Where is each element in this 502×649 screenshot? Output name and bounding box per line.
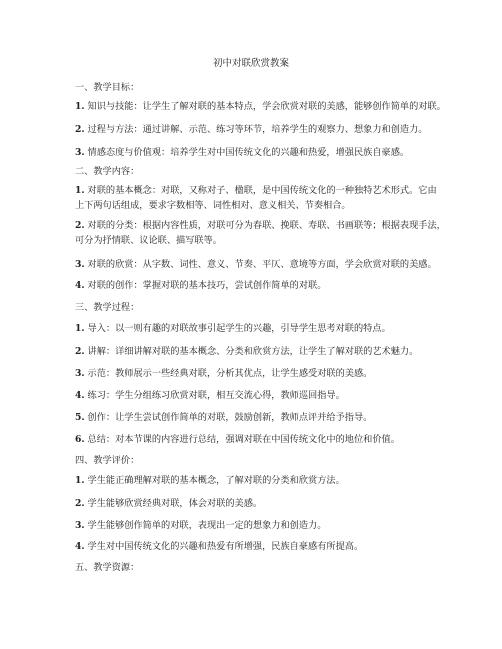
item-number: 2. [75, 124, 85, 135]
list-item [75, 368, 372, 380]
list-item [75, 412, 372, 424]
item-number: 4. [75, 541, 85, 552]
list-item-continuation: 可分为抒情联、议论联、描写联等。 [75, 235, 222, 246]
item-number: 3. [75, 259, 85, 270]
list-item [75, 185, 437, 197]
list-item [75, 520, 326, 532]
item-text: 学生能正确理解对联的基本概念，了解对联的分类和欣赏方法。 [87, 475, 345, 486]
list-item [75, 475, 345, 487]
list-item [75, 259, 437, 271]
list-item [75, 280, 326, 292]
item-text: 对联的基本概念：对联，又称对子、楹联，是中国传统文化的一种独特艺术形式。它由 [87, 185, 437, 196]
item-text: 对联的分类：根据内容性质，对联可分为春联、挽联、寿联、书画联等；根据表现手法， [87, 220, 446, 231]
list-item [75, 220, 446, 232]
item-number: 5. [75, 412, 85, 423]
item-text: 对联的创作：掌握对联的基本技巧，尝试创作简单的对联。 [87, 280, 327, 291]
section-heading: 二、教学内容： [75, 166, 140, 177]
section-heading: 五、教学资源： [75, 562, 140, 573]
document-title: 初中对联欣赏教案 [212, 58, 289, 69]
item-number: 3. [75, 520, 85, 531]
item-text: 情感态度与价值观：培养学生对中国传统文化的兴趣和热爱，增强民族自豪感。 [87, 147, 410, 158]
item-text: 知识与技能：让学生了解对联的基本特点，学会欣赏对联的美感，能够创作简单的对联。 [87, 101, 446, 112]
item-text: 学生能够创作简单的对联，表现出一定的想象力和创造力。 [87, 520, 327, 531]
list-item [75, 323, 391, 335]
list-item [75, 541, 363, 553]
item-number: 1. [75, 185, 85, 196]
item-number: 2. [75, 498, 85, 509]
item-text: 导入：以一则有趣的对联故事引起学生的兴趣，引导学生思考对联的特点。 [87, 323, 391, 334]
item-number: 4. [75, 390, 85, 401]
list-item [75, 498, 262, 510]
item-number: 2. [75, 220, 85, 231]
section-heading: 一、教学目标： [75, 82, 140, 93]
item-number: 1. [75, 475, 85, 486]
item-text: 学生对中国传统文化的兴趣和热爱有所增强，民族自豪感有所提高。 [87, 541, 364, 552]
item-number: 6. [75, 434, 85, 445]
list-item [75, 434, 400, 446]
item-text: 对联的欣赏：从字数、词性、意义、节奏、平仄、意境等方面，学会欣赏对联的美感。 [87, 259, 437, 270]
item-number: 2. [75, 346, 85, 357]
list-item [75, 346, 418, 358]
item-text: 创作：让学生尝试创作简单的对联，鼓励创新，教师点评并给予指导。 [87, 412, 373, 423]
item-number: 1. [75, 323, 85, 334]
item-number: 3. [75, 147, 85, 158]
item-text: 过程与方法：通过讲解、示范、练习等环节，培养学生的观察力、想象力和创造力。 [87, 124, 428, 135]
section-heading: 四、教学评价： [75, 455, 140, 466]
item-number: 1. [75, 101, 85, 112]
list-item [75, 390, 345, 402]
item-text: 讲解：详细讲解对联的基本概念、分类和欣赏方法，让学生了解对联的艺术魅力。 [87, 346, 419, 357]
item-text: 学生能够欣赏经典对联，体会对联的美感。 [87, 498, 263, 509]
item-text: 示范：教师展示一些经典对联，分析其优点，让学生感受对联的美感。 [87, 368, 373, 379]
list-item-continuation: 上下两句话组成，要求字数相等、词性相对、意义相关、节奏相合。 [75, 200, 351, 211]
list-item [75, 147, 409, 159]
item-number: 3. [75, 368, 85, 379]
item-text: 总结：对本节课的内容进行总结，强调对联在中国传统文化中的地位和价值。 [87, 434, 400, 445]
list-item [75, 101, 446, 113]
item-number: 4. [75, 280, 85, 291]
item-text: 练习：学生分组练习欣赏对联，相互交流心得，教师巡回指导。 [87, 390, 345, 401]
section-heading: 三、教学过程： [75, 302, 140, 313]
list-item [75, 124, 427, 136]
